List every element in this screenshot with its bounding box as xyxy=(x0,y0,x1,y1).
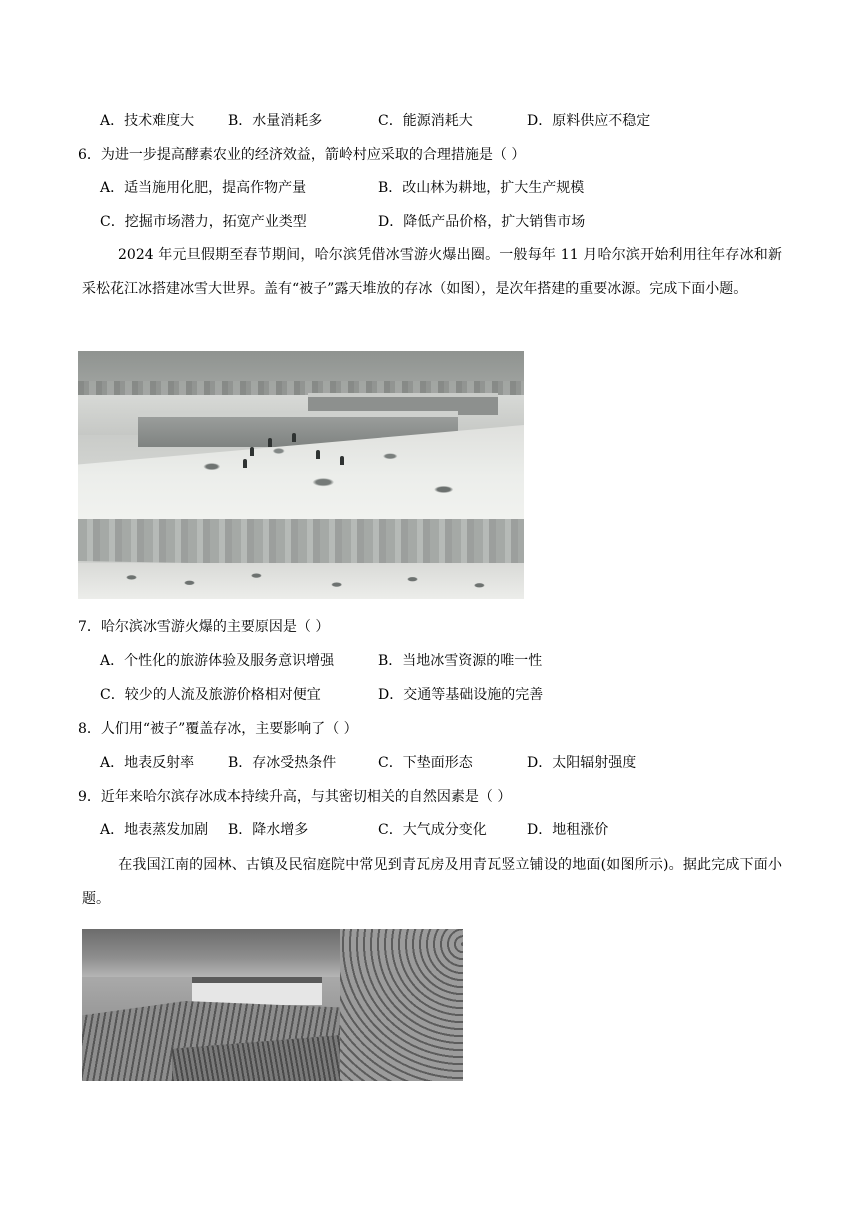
q7-option-b: B．当地冰雪资源的唯一性 xyxy=(378,653,543,669)
q6-option-b: B．改山林为耕地，扩大生产规模 xyxy=(378,180,585,196)
q7-option-d: D．交通等基础设施的完善 xyxy=(378,687,544,703)
q5-option-b: B．水量消耗多 xyxy=(228,113,323,129)
q5-option-a: A．技术难度大 xyxy=(100,113,195,129)
q6-option-c: C．挖掘市场潜力，拓宽产业类型 xyxy=(100,214,307,230)
q8-option-b: B．存冰受热条件 xyxy=(228,755,337,771)
q6-option-d: D．降低产品价格，扩大销售市场 xyxy=(378,214,586,230)
ice-storage-photo xyxy=(78,351,524,599)
q9-option-c: C．大气成分变化 xyxy=(378,822,487,838)
q9-option-a: A．地表蒸发加剧 xyxy=(100,822,209,838)
q7-option-a: A．个性化的旅游体验及服务意识增强 xyxy=(100,653,335,669)
q8-option-d: D．太阳辐射强度 xyxy=(527,755,637,771)
q9-option-d: D．地租涨价 xyxy=(527,822,609,838)
passage-harbin xyxy=(82,238,782,306)
q7-stem: 7．哈尔滨冰雪游火爆的主要原因是（ ） xyxy=(78,619,330,635)
tile-roof-photo xyxy=(82,929,463,1081)
q9-option-b: B．降水增多 xyxy=(228,822,309,838)
passage-tiles xyxy=(82,848,782,916)
q9-stem: 9．近年来哈尔滨存冰成本持续升高，与其密切相关的自然因素是（ ） xyxy=(78,789,512,805)
q5-option-c: C．能源消耗大 xyxy=(378,113,473,129)
q8-option-c: C．下垫面形态 xyxy=(378,755,473,771)
q7-option-c: C．较少的人流及旅游价格相对便宜 xyxy=(100,687,321,703)
q5-option-d: D．原料供应不稳定 xyxy=(527,113,651,129)
passage-tiles-text: 在我国江南的园林、古镇及民宿庭院中常见到青瓦房及用青瓦竖立铺设的地面(如图所示)。据此完成下面小题。 xyxy=(82,857,782,907)
q8-stem: 8．人们用“被子”覆盖存冰，主要影响了（ ） xyxy=(78,721,358,737)
q6-option-a: A．适当施用化肥，提高作物产量 xyxy=(100,180,307,196)
q8-option-a: A．地表反射率 xyxy=(100,755,195,771)
passage-harbin-text: 2024 年元旦假期至春节期间，哈尔滨凭借冰雪游火爆出圈。一般每年 11 月哈尔滨开始利用往年存冰和新采松花江冰搭建冰雪大世界。盖有“被子”露天堆放的存冰（如图），是次年搭建的重要冰源。完成下面小题。 xyxy=(82,247,782,297)
q6-stem: 6．为进一步提高酵素农业的经济效益，箭岭村应采取的合理措施是（ ） xyxy=(78,147,526,163)
